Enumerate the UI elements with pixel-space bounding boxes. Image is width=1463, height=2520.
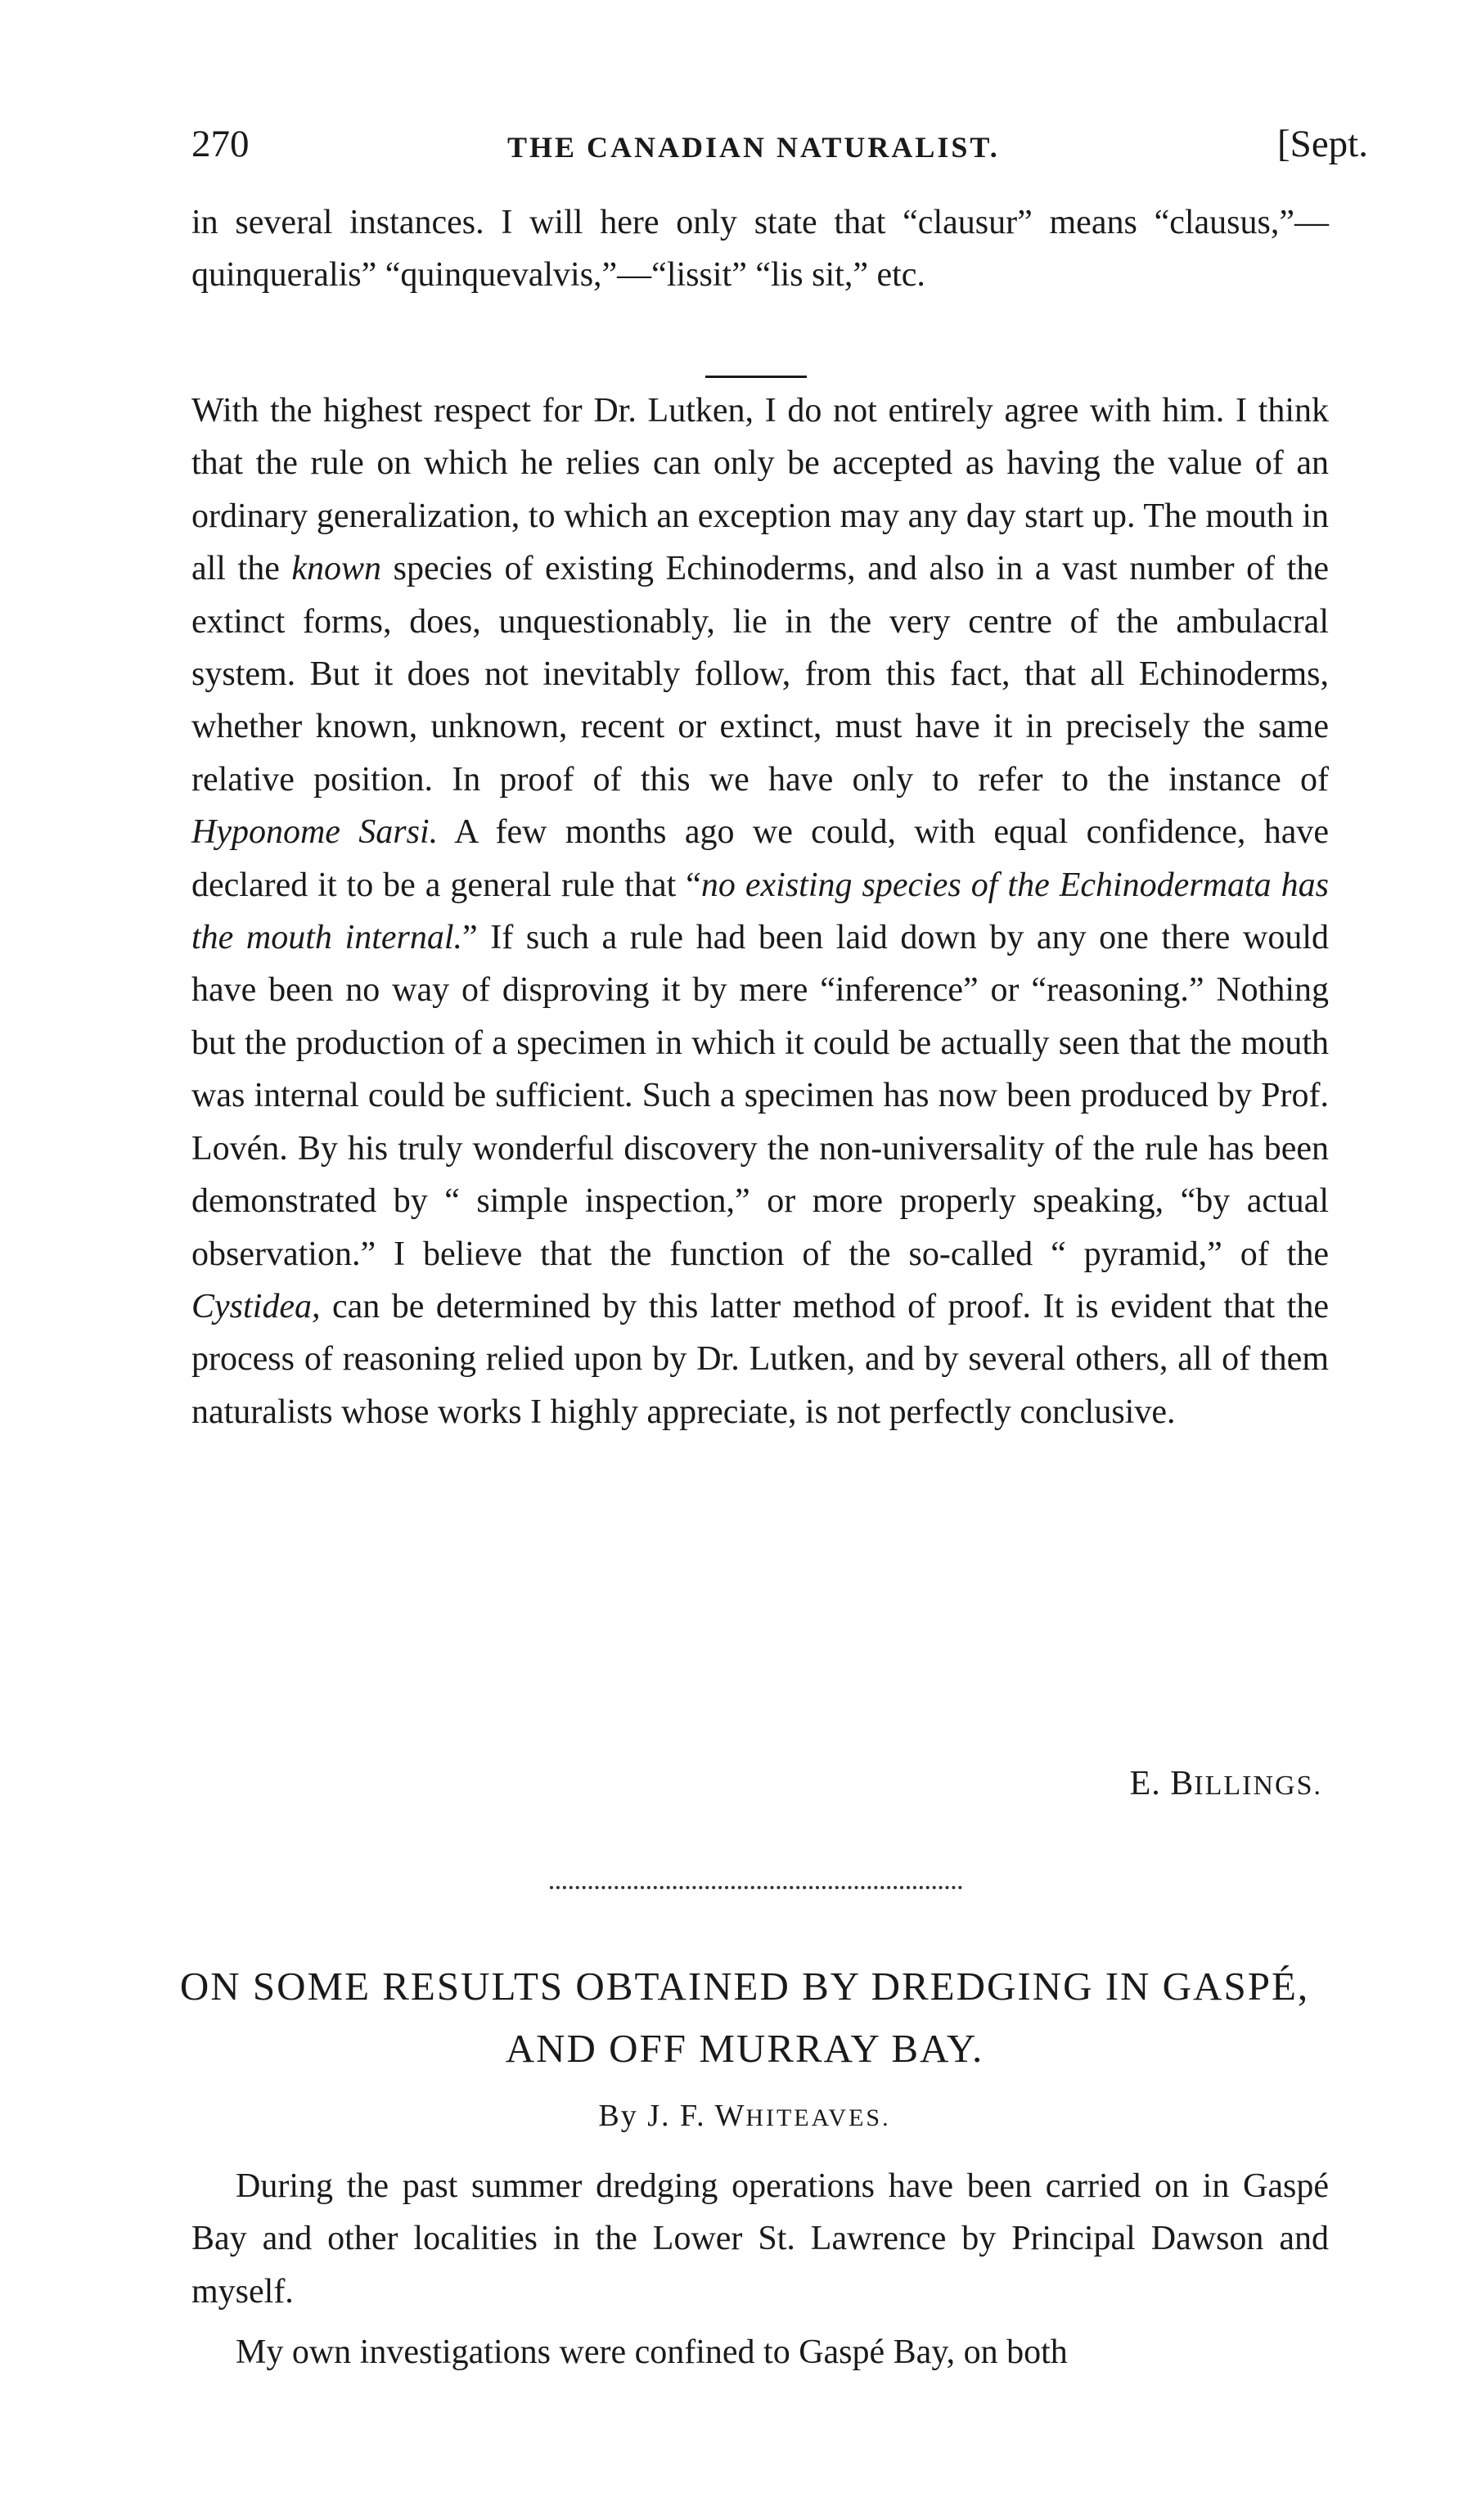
italic-term: known	[291, 550, 382, 588]
page-number: 270	[191, 123, 250, 165]
paragraph-text: ” If such a rule had been laid down by any one there would have been no way of disproving it by mere “inference” or “reasoning.” Nothing but the production of a specimen in which it could be actually seen that the mouth was internal could be sufficient. Such a specimen has now been produced by Prof. Lovén. By his truly wonderful discovery the non-universality of the rule has been demonstrated by “ simple inspection,” or more properly speaking, “by actual observation.” I believe that the function of the so-called “ pyramid,” of the	[191, 919, 1329, 1273]
article-separator-rule	[550, 1886, 962, 1889]
paragraph-continuation: in several instances. I will here only state that “clausur” means “clausus,”—quinqueralis” “quinquevalvis,”—“lissit” “lis sit,” etc.	[191, 204, 1329, 295]
running-title: THE CANADIAN NATURALIST.	[507, 131, 1000, 164]
article-title: ON SOME RESULTS OBTAINED BY DREDGING IN GASPÉ, AND OFF MURRAY BAY.	[179, 1964, 1310, 2071]
paragraph-billings-argument	[191, 385, 1329, 1438]
section-divider-rule	[705, 376, 807, 378]
author-signature	[1130, 1759, 1322, 1811]
article-byline	[164, 2095, 1326, 2140]
byline-surname: HITEAVES.	[745, 2104, 891, 2131]
italic-species-name: Hyponome Sarsi.	[191, 813, 439, 852]
running-header	[191, 121, 1368, 178]
paragraph-text: species of existing Echinoderms, and also in a vast number of the extinct forms, does, unquestionably, lie in the very centre of the ambulacral system. But it does not inevitably follow, from this fact, that all Echinoderms, whether known, unknown, recent or extinct, must have it in precisely the same relative position. In proof of this we have only to refer to the instance of	[191, 550, 1329, 799]
paragraph-text: A few months ago we could, with equal confidence, have declared it to be a general rule that “	[191, 813, 1329, 904]
paragraph-investigations: My own investigations were confined to Gaspé Bay, on both	[236, 2333, 1068, 2371]
header-date: [Sept.	[1277, 123, 1368, 165]
signature-surname: ILLINGS.	[1194, 1771, 1322, 1801]
paragraph-intro: During the past summer dredging operations have been carried on in Gaspé Bay and other localities in the Lower St. Lawrence by Principal Dawson and myself.	[191, 2167, 1329, 2311]
paragraph-text: can be determined by this latter method of proof. It is evident that the process of reasoning relied upon by Dr. Lutken, and by several others, all of them naturalists whose works I highly appreciate, is not perfectly conclusive.	[191, 1287, 1329, 1431]
italic-quoted-rule: no existing species of the Echinodermata has the mouth internal.	[191, 866, 1329, 957]
paragraph-text: With the highest respect for Dr. Lutken, I do not entirely agree with him. I think that the rule on which he relies can only be accepted as having the value of an ordinary generalization, to which an exception may any day start up. The mouth in all the	[191, 392, 1329, 588]
byline-prefix: By J. F. W	[598, 2099, 746, 2133]
signature-initial: E. B	[1129, 1765, 1195, 1802]
italic-taxon-name: Cystidea,	[191, 1287, 321, 1325]
